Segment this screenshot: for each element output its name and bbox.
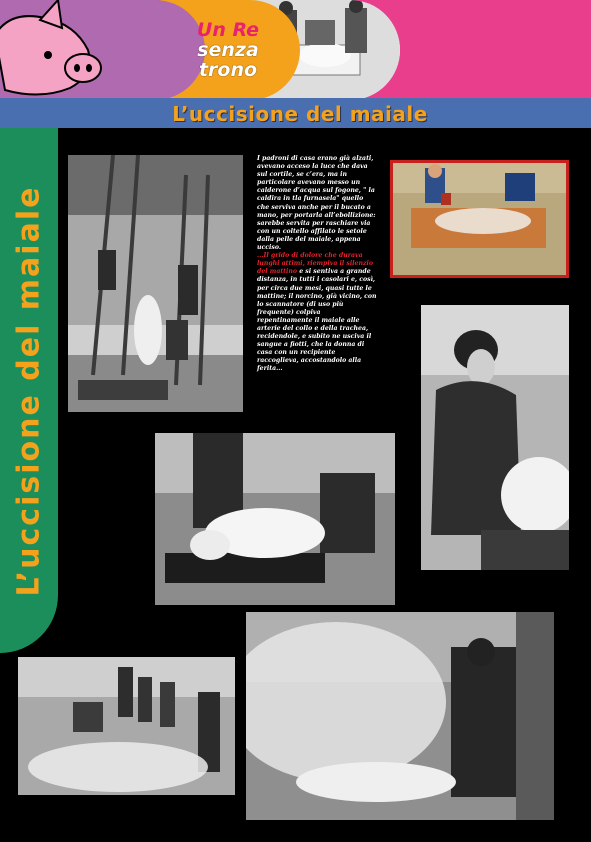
brand-line-3: trono: [198, 59, 258, 81]
side-title: [0, 128, 58, 653]
photo-smoke-scalding: [246, 612, 554, 820]
story-paragraph-2: e si sentiva a grande distanza, in tutti i casolari e, così, per circa due mesi, quasi tutte le mattine; il norcino, già vicino, con lo scannatore (di uso più frequente) colpiva repentinamente il maiale alle arterie del collo e della trachea, recidendole, e subito ne usciva il sangue a fiotti, che la donna di casa con un recipiente raccoglieva, accostandolo alla ferita...: [257, 268, 377, 373]
pig-icon: [0, 0, 110, 100]
story-paragraph-1: I padroni di casa erano già alzati, avevano acceso la luce che dava sul cortile, se c’era, ma in particolare avevano messo un calderone d’acqua sul fogone, " la caldira in tla furnasela" quello che serviva anche per il bucato a mano, per portarla all’ebollizione: sarebbe servita per raschiare via con un coltello affilato le setole dalla pelle del maiale, appena ucciso.: [257, 155, 376, 252]
story-paragraph-2-highlight: ...Il grido di dolore che durava lunghi attimi, riempiva il silenzio del mattino: [257, 252, 373, 276]
story-text: [257, 155, 377, 374]
page-title: L’uccisione del maiale: [172, 102, 428, 126]
photo-group-in-smoke: [18, 657, 235, 795]
brand-title: [178, 20, 278, 80]
side-title-text: L’uccisione del maiale: [11, 185, 47, 596]
brand-line-1: Un Re: [196, 19, 260, 41]
photo-woman-with-pig: [421, 305, 569, 570]
photo-medieval-painting: [390, 160, 569, 278]
photo-ladders-hanging-pig: [68, 155, 243, 412]
brand-line-2: senza: [197, 39, 259, 61]
photo-pig-on-table: [155, 433, 395, 605]
